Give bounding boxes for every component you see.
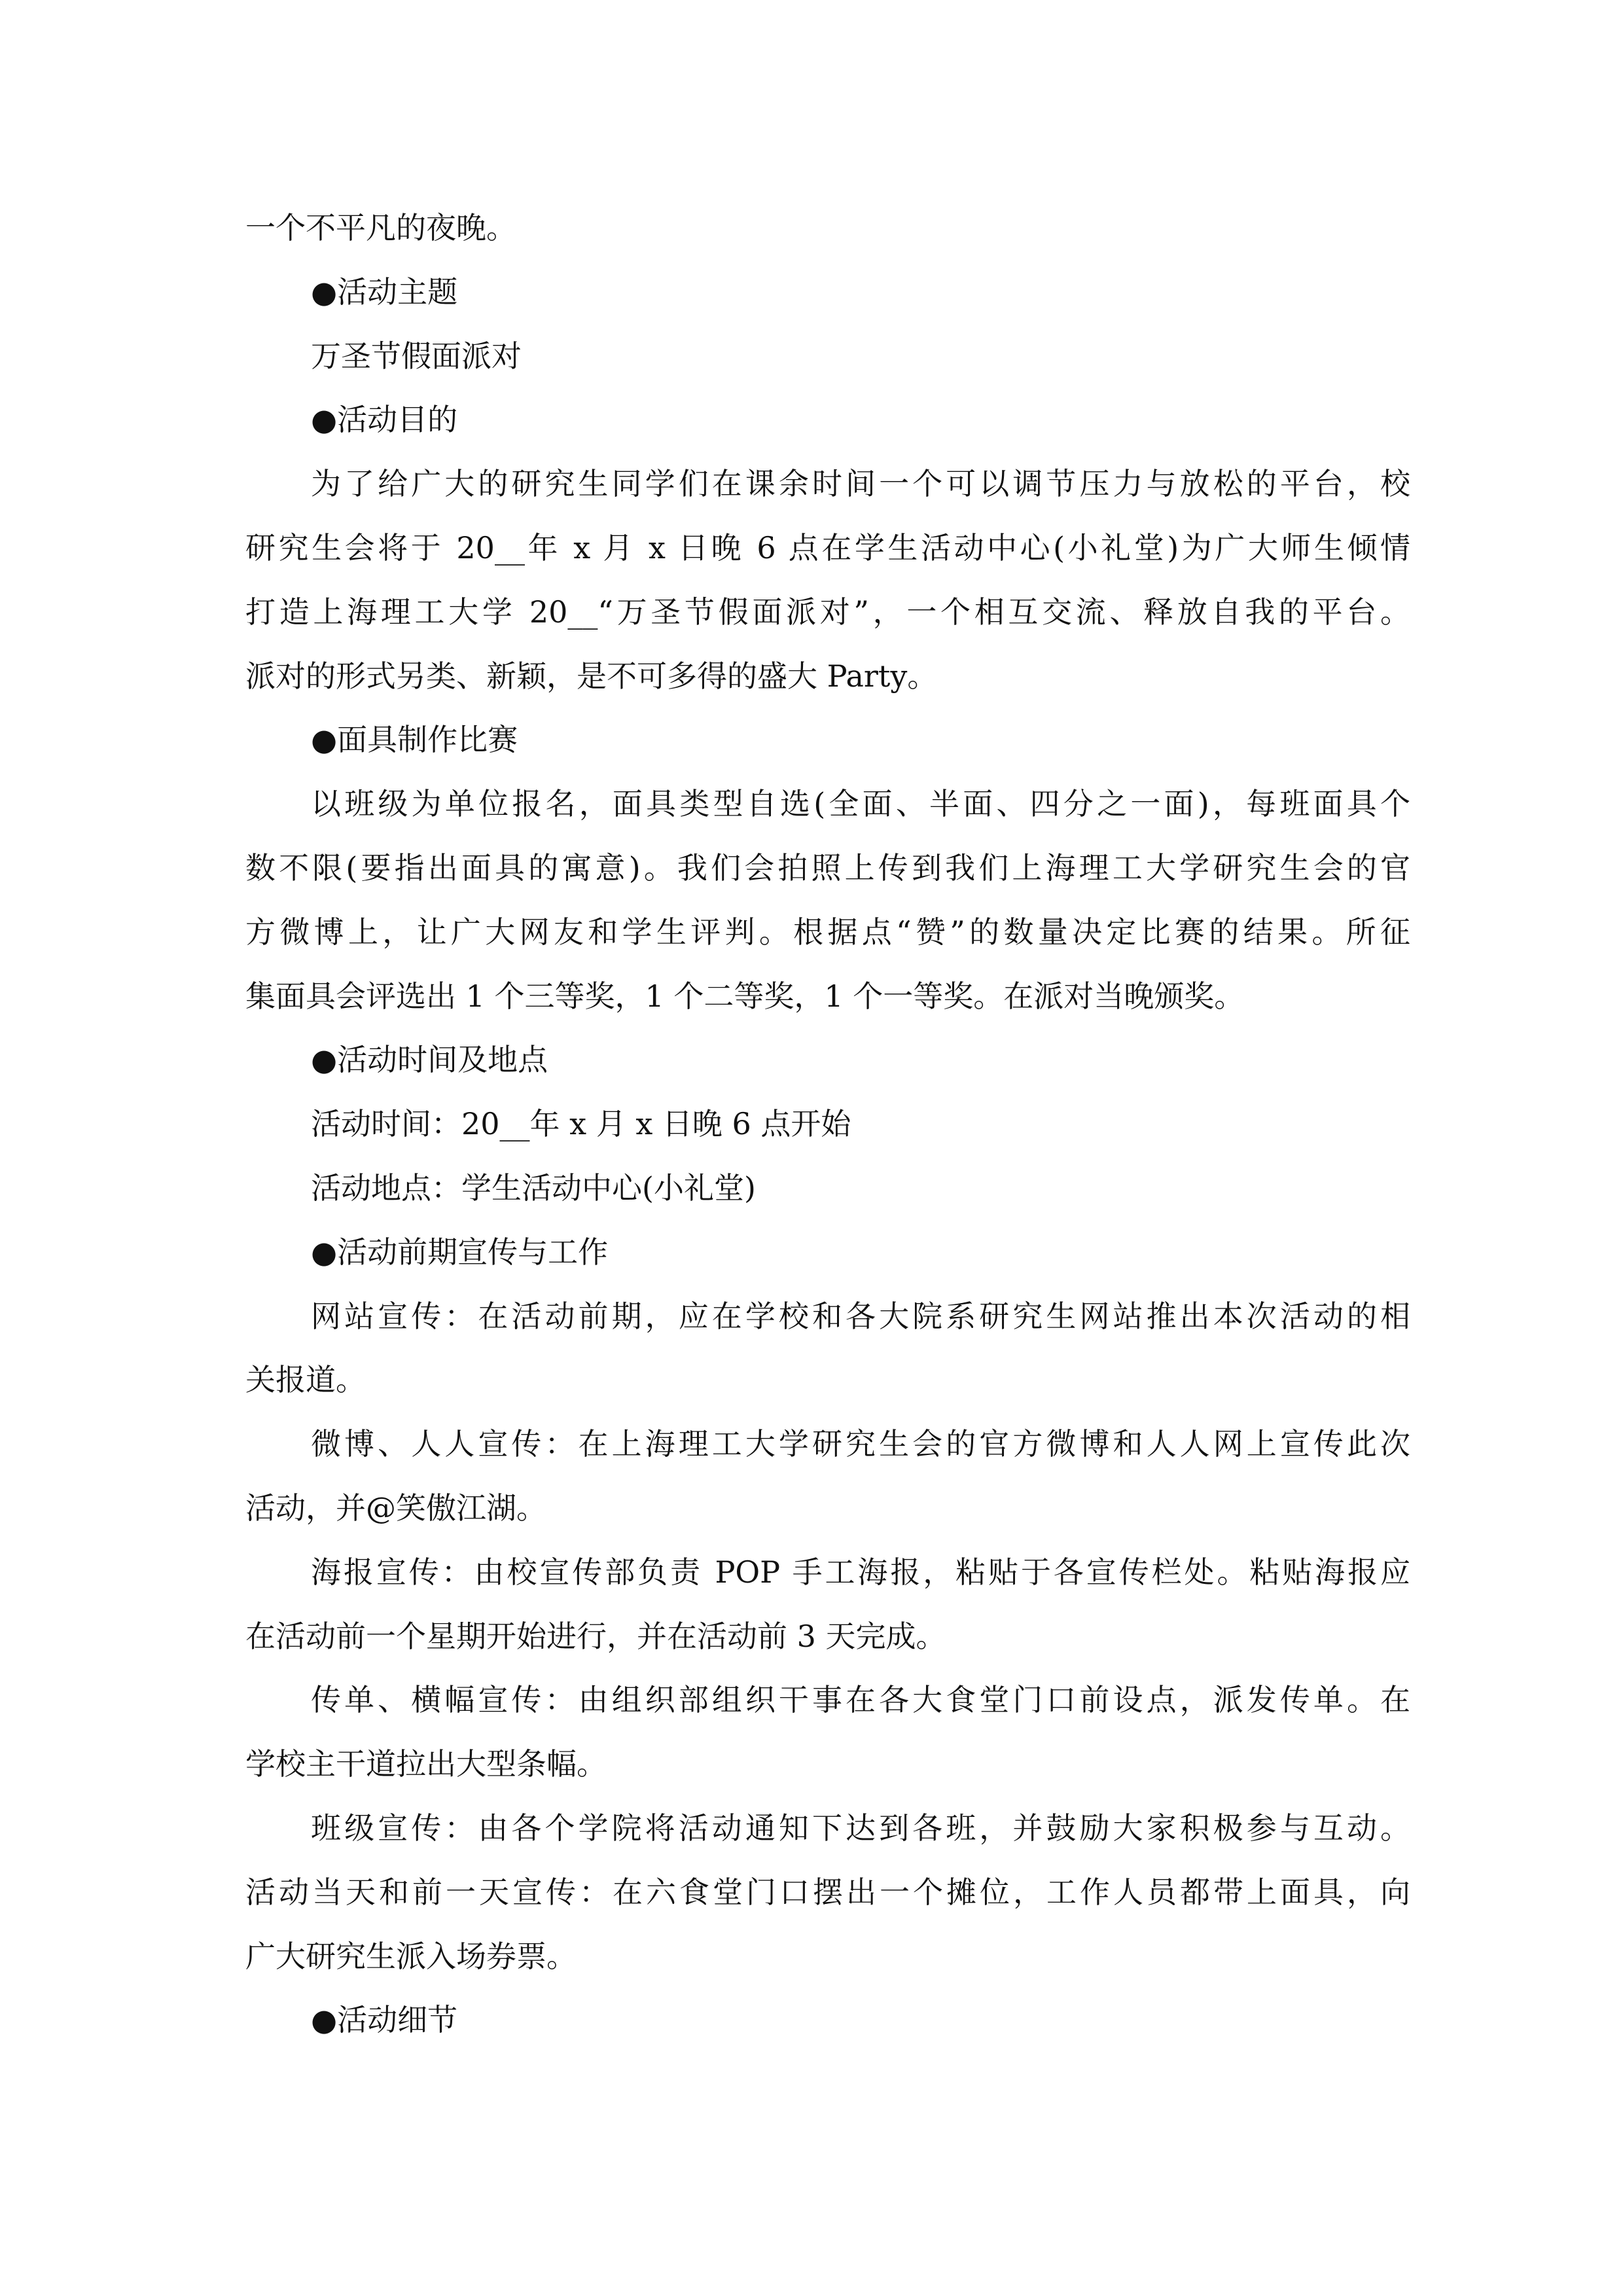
text-line: 一个不平凡的夜晚。 xyxy=(245,210,516,245)
text-line: 活动地点：学生活动中心(小礼堂) xyxy=(311,1170,756,1206)
text-line: 集面具会评选出 1 个三等奖，1 个二等奖，1 个一等奖。在派对当晚颁奖。 xyxy=(245,978,1245,1014)
text-line: 网站宣传：在活动前期，应在学校和各大院系研究生网站推出本次活动的相 xyxy=(311,1298,1410,1334)
text-line: 为了给广大的研究生同学们在课余时间一个可以调节压力与放松的平台，校 xyxy=(311,466,1410,502)
text-line: 以班级为单位报名，面具类型自选(全面、半面、四分之一面)，每班面具个 xyxy=(311,786,1410,822)
section-heading-details: ●活动细节 xyxy=(311,2002,458,2038)
document-page xyxy=(245,196,1410,2053)
text-line: 方微博上，让广大网友和学生评判。根据点“赞”的数量决定比赛的结果。所征 xyxy=(245,914,1410,950)
text-line: 活动当天和前一天宣传：在六食堂门口摆出一个摊位，工作人员都带上面具，向 xyxy=(245,1874,1410,1910)
section-heading-theme: ●活动主题 xyxy=(311,274,458,310)
text-line: 在活动前一个星期开始进行，并在活动前 3 天完成。 xyxy=(245,1618,946,1654)
section-heading-purpose: ●活动目的 xyxy=(311,402,458,438)
text-line: 微博、人人宣传：在上海理工大学研究生会的官方微博和人人网上宣传此次 xyxy=(311,1426,1410,1462)
text-line: 学校主干道拉出大型条幅。 xyxy=(245,1746,607,1782)
text-line: 打造上海理工大学 20__“万圣节假面派对”，一个相互交流、释放自我的平台。 xyxy=(245,594,1410,630)
section-heading-mask-contest: ●面具制作比赛 xyxy=(311,722,518,758)
text-line: 活动，并@笑傲江湖。 xyxy=(245,1490,546,1526)
text-line: 万圣节假面派对 xyxy=(311,338,522,374)
text-line: 关报道。 xyxy=(245,1362,366,1398)
section-heading-time-place: ●活动时间及地点 xyxy=(311,1042,548,1078)
text-line: 派对的形式另类、新颖，是不可多得的盛大 Party。 xyxy=(245,658,938,694)
text-line: 活动时间：20__年 x 月 x 日晚 6 点开始 xyxy=(311,1106,851,1142)
text-line: 广大研究生派入场券票。 xyxy=(245,1938,577,1974)
text-line: 研究生会将于 20__年 x 月 x 日晚 6 点在学生活动中心(小礼堂)为广大师生倾情 xyxy=(245,529,1410,565)
section-heading-promotion: ●活动前期宣传与工作 xyxy=(311,1234,609,1270)
text-line: 海报宣传：由校宣传部负责 POP 手工海报，粘贴于各宣传栏处。粘贴海报应 xyxy=(311,1554,1410,1590)
text-line: 班级宣传：由各个学院将活动通知下达到各班，并鼓励大家积极参与互动。 xyxy=(311,1810,1410,1846)
text-line: 数不限(要指出面具的寓意)。我们会拍照上传到我们上海理工大学研究生会的官 xyxy=(245,850,1410,886)
text-line: 传单、横幅宣传：由组织部组织干事在各大食堂门口前设点，派发传单。在 xyxy=(311,1682,1410,1718)
